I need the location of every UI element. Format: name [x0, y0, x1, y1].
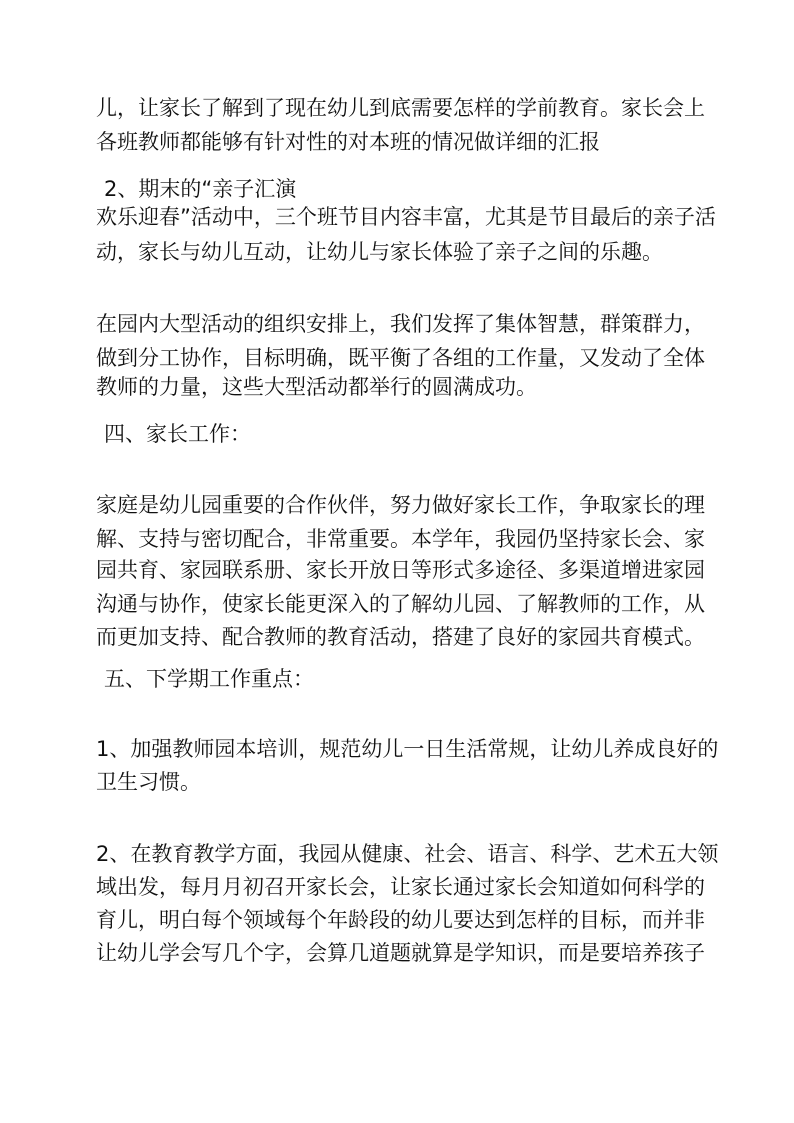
paragraph-line: 卫生习惯。	[96, 770, 201, 794]
paragraph-line: 而更加支持、配合教师的教育活动，搭建了良好的家园共育模式。	[96, 625, 705, 649]
paragraph-line: 儿，让家长了解到了现在幼儿到底需要怎样的学前教育。家长会上	[96, 96, 705, 120]
paragraph-line: 沟通与协作，使家长能更深入的了解幼儿园、了解教师的工作，从	[96, 592, 705, 616]
paragraph-line: 家庭是幼儿园重要的合作伙伴，努力做好家长工作，争取家长的理	[96, 493, 705, 517]
paragraph-line: 教师的力量，这些大型活动都举行的圆满成功。	[96, 375, 537, 399]
paragraph-line: 各班教师都能够有针对性的对本班的情况做详细的汇报	[96, 130, 600, 154]
paragraph-line: 欢乐迎春”活动中，三个班节目内容丰富，尤其是节目最后的亲子活	[96, 205, 716, 229]
paragraph-line: 域出发，每月月初召开家长会，让家长通过家长会知道如何科学的	[96, 875, 705, 899]
paragraph-line: 育儿，明白每个领域每个年龄段的幼儿要达到怎样的目标，而并非	[96, 908, 705, 932]
paragraph-line: 园共育、家园联系册、家长开放日等形式多途径、多渠道增进家园	[96, 558, 705, 582]
paragraph-line: 动，家长与幼儿互动，让幼儿与家长体验了亲子之间的乐趣。	[96, 240, 663, 264]
section-heading: 五、下学期工作重点：	[104, 667, 314, 691]
section-heading: 2、期末的“亲子汇演	[104, 177, 297, 201]
paragraph-line: 在园内大型活动的组织安排上，我们发挥了集体智慧，群策群力，	[96, 312, 705, 336]
paragraph-line: 做到分工协作，目标明确，既平衡了各组的工作量，又发动了全体	[96, 346, 705, 370]
paragraph-line: 1、加强教师园本培训，规范幼儿一日生活常规，让幼儿养成良好的	[96, 737, 719, 761]
section-heading: 四、家长工作：	[104, 422, 251, 446]
paragraph-line: 2、在教育教学方面，我园从健康、社会、语言、科学、艺术五大领	[96, 842, 719, 866]
paragraph-line: 让幼儿学会写几个字，会算几道题就算是学知识，而是要培养孩子	[96, 941, 705, 965]
paragraph-line: 解、支持与密切配合，非常重要。本学年，我园仍坚持家长会、家	[96, 527, 705, 551]
